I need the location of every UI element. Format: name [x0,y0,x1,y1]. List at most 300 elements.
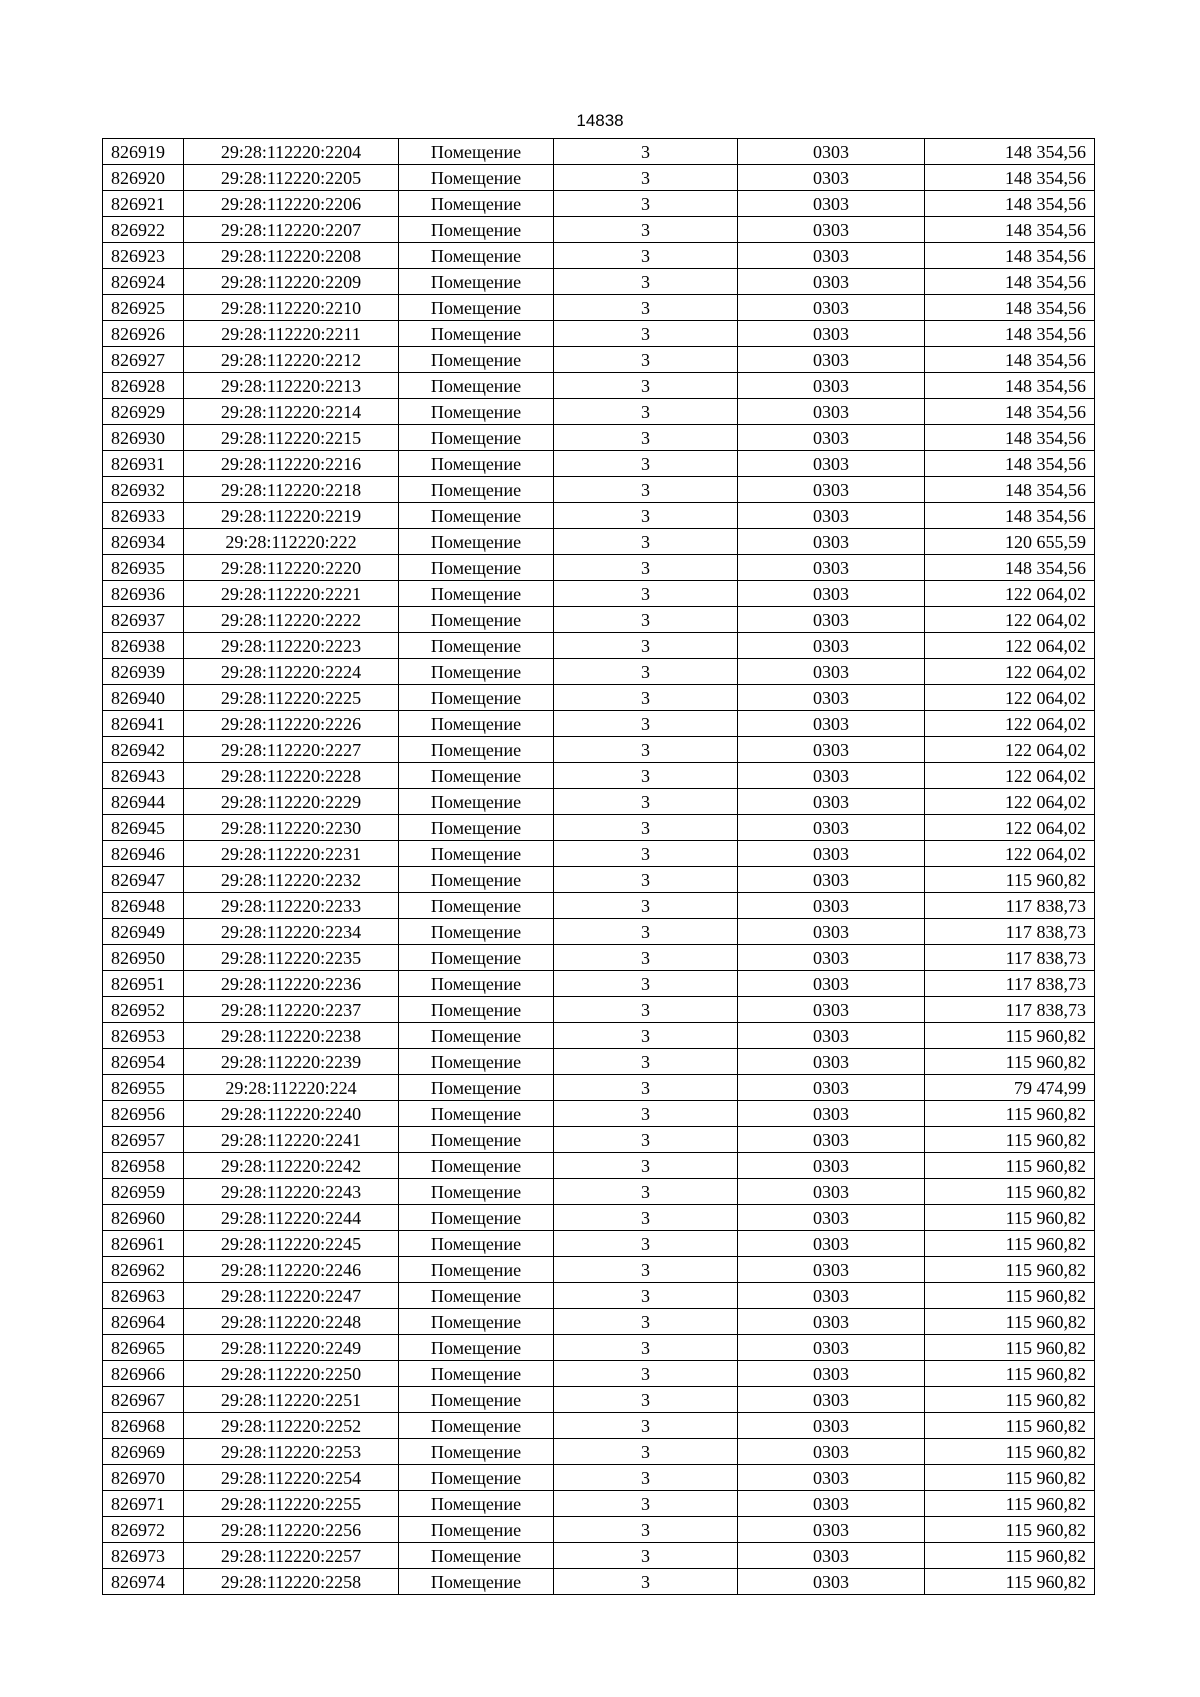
group-number-cell: 3 [554,269,738,295]
group-number-cell: 3 [554,633,738,659]
cadastral-value-cell: 148 354,56 [925,217,1095,243]
code-cell: 0303 [738,425,925,451]
cadastral-number-cell: 29:28:112220:2225 [184,685,399,711]
cadastral-number-cell: 29:28:112220:2236 [184,971,399,997]
cadastral-number-cell: 29:28:112220:2218 [184,477,399,503]
cadastral-value-cell: 115 960,82 [925,1205,1095,1231]
group-number-cell: 3 [554,1517,738,1543]
object-type-cell: Помещение [399,1335,554,1361]
object-type-cell: Помещение [399,841,554,867]
cadastral-value-cell: 122 064,02 [925,633,1095,659]
cadastral-value-cell: 148 354,56 [925,503,1095,529]
group-number-cell: 3 [554,919,738,945]
record-number-cell: 826919 [103,139,184,165]
code-cell: 0303 [738,555,925,581]
object-type-cell: Помещение [399,1257,554,1283]
code-cell: 0303 [738,295,925,321]
group-number-cell: 3 [554,581,738,607]
object-type-cell: Помещение [399,945,554,971]
cadastral-value-cell: 115 960,82 [925,1101,1095,1127]
object-type-cell: Помещение [399,503,554,529]
code-cell: 0303 [738,321,925,347]
object-type-cell: Помещение [399,347,554,373]
object-type-cell: Помещение [399,373,554,399]
group-number-cell: 3 [554,789,738,815]
code-cell: 0303 [738,867,925,893]
cadastral-value-cell: 148 354,56 [925,269,1095,295]
record-number-cell: 826940 [103,685,184,711]
object-type-cell: Помещение [399,1231,554,1257]
table-row [103,399,1095,425]
group-number-cell: 3 [554,1413,738,1439]
cadastral-number-cell: 29:28:112220:2246 [184,1257,399,1283]
table-row [103,1569,1095,1595]
cadastral-number-cell: 29:28:112220:2235 [184,945,399,971]
cadastral-number-cell: 29:28:112220:2223 [184,633,399,659]
code-cell: 0303 [738,1465,925,1491]
record-number-cell: 826923 [103,243,184,269]
table-row [103,1179,1095,1205]
code-cell: 0303 [738,1413,925,1439]
cadastral-value-cell: 115 960,82 [925,1049,1095,1075]
group-number-cell: 3 [554,1491,738,1517]
cadastral-number-cell: 29:28:112220:2241 [184,1127,399,1153]
cadastral-value-cell: 148 354,56 [925,347,1095,373]
group-number-cell: 3 [554,1205,738,1231]
table-row [103,893,1095,919]
object-type-cell: Помещение [399,1465,554,1491]
cadastral-number-cell: 29:28:112220:2205 [184,165,399,191]
cadastral-number-cell: 29:28:112220:2228 [184,763,399,789]
record-number-cell: 826966 [103,1361,184,1387]
cadastral-number-cell: 29:28:112220:224 [184,1075,399,1101]
code-cell: 0303 [738,1361,925,1387]
record-number-cell: 826942 [103,737,184,763]
object-type-cell: Помещение [399,1309,554,1335]
cadastral-number-cell: 29:28:112220:2215 [184,425,399,451]
code-cell: 0303 [738,399,925,425]
table-row [103,139,1095,165]
record-number-cell: 826937 [103,607,184,633]
table-row [103,1361,1095,1387]
record-number-cell: 826958 [103,1153,184,1179]
group-number-cell: 3 [554,1075,738,1101]
cadastral-value-cell: 148 354,56 [925,399,1095,425]
table-row [103,1257,1095,1283]
table-row [103,763,1095,789]
cadastral-number-cell: 29:28:112220:2249 [184,1335,399,1361]
cadastral-value-cell: 122 064,02 [925,711,1095,737]
table-row [103,815,1095,841]
object-type-cell: Помещение [399,399,554,425]
object-type-cell: Помещение [399,243,554,269]
table-row [103,1465,1095,1491]
cadastral-value-cell: 115 960,82 [925,1361,1095,1387]
group-number-cell: 3 [554,1569,738,1595]
table-row [103,841,1095,867]
record-number-cell: 826944 [103,789,184,815]
code-cell: 0303 [738,1101,925,1127]
record-number-cell: 826927 [103,347,184,373]
object-type-cell: Помещение [399,321,554,347]
record-number-cell: 826952 [103,997,184,1023]
record-number-cell: 826936 [103,581,184,607]
code-cell: 0303 [738,737,925,763]
cadastral-value-cell: 122 064,02 [925,841,1095,867]
cadastral-value-cell: 115 960,82 [925,1023,1095,1049]
cadastral-value-cell: 115 960,82 [925,1517,1095,1543]
cadastral-value-cell: 148 354,56 [925,425,1095,451]
cadastral-value-cell: 115 960,82 [925,1491,1095,1517]
cadastral-number-cell: 29:28:112220:2208 [184,243,399,269]
code-cell: 0303 [738,919,925,945]
cadastral-number-cell: 29:28:112220:2238 [184,1023,399,1049]
cadastral-value-cell: 115 960,82 [925,1283,1095,1309]
code-cell: 0303 [738,347,925,373]
group-number-cell: 3 [554,607,738,633]
record-number-cell: 826955 [103,1075,184,1101]
cadastral-number-cell: 29:28:112220:2251 [184,1387,399,1413]
record-number-cell: 826969 [103,1439,184,1465]
cadastral-number-cell: 29:28:112220:2256 [184,1517,399,1543]
record-number-cell: 826968 [103,1413,184,1439]
record-number-cell: 826964 [103,1309,184,1335]
table-row [103,1101,1095,1127]
object-type-cell: Помещение [399,633,554,659]
cadastral-number-cell: 29:28:112220:2224 [184,659,399,685]
cadastral-value-cell: 117 838,73 [925,919,1095,945]
group-number-cell: 3 [554,815,738,841]
group-number-cell: 3 [554,451,738,477]
record-number-cell: 826949 [103,919,184,945]
table-row [103,997,1095,1023]
record-number-cell: 826932 [103,477,184,503]
cadastral-number-cell: 29:28:112220:2250 [184,1361,399,1387]
code-cell: 0303 [738,607,925,633]
cadastral-value-cell: 115 960,82 [925,1335,1095,1361]
table-row [103,1153,1095,1179]
table-row [103,373,1095,399]
cadastral-value-cell: 115 960,82 [925,1387,1095,1413]
table-row [103,1283,1095,1309]
code-cell: 0303 [738,711,925,737]
table-row [103,1413,1095,1439]
code-cell: 0303 [738,1543,925,1569]
code-cell: 0303 [738,1127,925,1153]
table-row [103,477,1095,503]
cadastral-value-cell: 122 064,02 [925,737,1095,763]
table-row [103,191,1095,217]
table-row [103,295,1095,321]
record-number-cell: 826967 [103,1387,184,1413]
object-type-cell: Помещение [399,1075,554,1101]
table-row [103,1387,1095,1413]
cadastral-number-cell: 29:28:112220:2242 [184,1153,399,1179]
record-number-cell: 826929 [103,399,184,425]
cadastral-number-cell: 29:28:112220:2234 [184,919,399,945]
record-number-cell: 826971 [103,1491,184,1517]
cadastral-number-cell: 29:28:112220:2207 [184,217,399,243]
cadastral-value-cell: 115 960,82 [925,867,1095,893]
object-type-cell: Помещение [399,1283,554,1309]
table-row [103,555,1095,581]
record-number-cell: 826962 [103,1257,184,1283]
cadastral-value-cell: 122 064,02 [925,789,1095,815]
table-row [103,1439,1095,1465]
code-cell: 0303 [738,373,925,399]
cadastral-number-cell: 29:28:112220:222 [184,529,399,555]
table-row [103,165,1095,191]
code-cell: 0303 [738,165,925,191]
group-number-cell: 3 [554,503,738,529]
cadastral-number-cell: 29:28:112220:2204 [184,139,399,165]
record-number-cell: 826957 [103,1127,184,1153]
cadastral-value-cell: 148 354,56 [925,477,1095,503]
object-type-cell: Помещение [399,971,554,997]
record-number-cell: 826926 [103,321,184,347]
table-row [103,243,1095,269]
code-cell: 0303 [738,269,925,295]
table-row [103,529,1095,555]
cadastral-value-cell: 117 838,73 [925,997,1095,1023]
group-number-cell: 3 [554,841,738,867]
group-number-cell: 3 [554,1361,738,1387]
cadastral-value-cell: 148 354,56 [925,555,1095,581]
code-cell: 0303 [738,815,925,841]
table-row [103,659,1095,685]
cadastral-number-cell: 29:28:112220:2243 [184,1179,399,1205]
cadastral-value-cell: 148 354,56 [925,191,1095,217]
code-cell: 0303 [738,1283,925,1309]
record-number-cell: 826974 [103,1569,184,1595]
cadastral-value-cell: 148 354,56 [925,295,1095,321]
table-row [103,425,1095,451]
cadastral-value-cell: 148 354,56 [925,139,1095,165]
cadastral-value-cell: 148 354,56 [925,243,1095,269]
record-number-cell: 826925 [103,295,184,321]
cadastral-number-cell: 29:28:112220:2258 [184,1569,399,1595]
code-cell: 0303 [738,581,925,607]
record-number-cell: 826945 [103,815,184,841]
cadastral-number-cell: 29:28:112220:2227 [184,737,399,763]
group-number-cell: 3 [554,1179,738,1205]
cadastral-value-cell: 120 655,59 [925,529,1095,555]
group-number-cell: 3 [554,425,738,451]
record-number-cell: 826928 [103,373,184,399]
record-number-cell: 826948 [103,893,184,919]
group-number-cell: 3 [554,1101,738,1127]
group-number-cell: 3 [554,1231,738,1257]
object-type-cell: Помещение [399,529,554,555]
cadastral-number-cell: 29:28:112220:2232 [184,867,399,893]
cadastral-number-cell: 29:28:112220:2210 [184,295,399,321]
code-cell: 0303 [738,945,925,971]
code-cell: 0303 [738,1153,925,1179]
cadastral-number-cell: 29:28:112220:2216 [184,451,399,477]
record-number-cell: 826943 [103,763,184,789]
cadastral-value-cell: 115 960,82 [925,1231,1095,1257]
code-cell: 0303 [738,1309,925,1335]
group-number-cell: 3 [554,893,738,919]
table-row [103,269,1095,295]
group-number-cell: 3 [554,867,738,893]
cadastral-value-cell: 115 960,82 [925,1569,1095,1595]
table-row [103,711,1095,737]
group-number-cell: 3 [554,1283,738,1309]
group-number-cell: 3 [554,295,738,321]
table-row [103,1335,1095,1361]
table-row [103,685,1095,711]
record-number-cell: 826931 [103,451,184,477]
group-number-cell: 3 [554,321,738,347]
code-cell: 0303 [738,477,925,503]
object-type-cell: Помещение [399,1179,554,1205]
cadastral-number-cell: 29:28:112220:2245 [184,1231,399,1257]
cadastral-value-cell: 79 474,99 [925,1075,1095,1101]
group-number-cell: 3 [554,1543,738,1569]
cadastral-value-cell: 115 960,82 [925,1257,1095,1283]
code-cell: 0303 [738,997,925,1023]
object-type-cell: Помещение [399,763,554,789]
table-row [103,1543,1095,1569]
record-number-cell: 826924 [103,269,184,295]
group-number-cell: 3 [554,737,738,763]
cadastral-value-cell: 122 064,02 [925,659,1095,685]
object-type-cell: Помещение [399,581,554,607]
cadastral-number-cell: 29:28:112220:2240 [184,1101,399,1127]
code-cell: 0303 [738,1049,925,1075]
code-cell: 0303 [738,1257,925,1283]
cadastral-number-cell: 29:28:112220:2237 [184,997,399,1023]
table-row [103,1075,1095,1101]
cadastral-number-cell: 29:28:112220:2219 [184,503,399,529]
object-type-cell: Помещение [399,295,554,321]
code-cell: 0303 [738,685,925,711]
record-number-cell: 826963 [103,1283,184,1309]
record-number-cell: 826950 [103,945,184,971]
registry-body [103,139,1095,1595]
cadastral-number-cell: 29:28:112220:2220 [184,555,399,581]
object-type-cell: Помещение [399,789,554,815]
cadastral-number-cell: 29:28:112220:2257 [184,1543,399,1569]
code-cell: 0303 [738,191,925,217]
table-row [103,971,1095,997]
code-cell: 0303 [738,841,925,867]
record-number-cell: 826920 [103,165,184,191]
group-number-cell: 3 [554,139,738,165]
group-number-cell: 3 [554,243,738,269]
cadastral-value-cell: 122 064,02 [925,581,1095,607]
object-type-cell: Помещение [399,1543,554,1569]
object-type-cell: Помещение [399,165,554,191]
record-number-cell: 826933 [103,503,184,529]
object-type-cell: Помещение [399,1023,554,1049]
object-type-cell: Помещение [399,1387,554,1413]
record-number-cell: 826930 [103,425,184,451]
code-cell: 0303 [738,1569,925,1595]
cadastral-number-cell: 29:28:112220:2213 [184,373,399,399]
group-number-cell: 3 [554,685,738,711]
cadastral-value-cell: 122 064,02 [925,607,1095,633]
code-cell: 0303 [738,1335,925,1361]
cadastral-number-cell: 29:28:112220:2239 [184,1049,399,1075]
group-number-cell: 3 [554,399,738,425]
cadastral-number-cell: 29:28:112220:2212 [184,347,399,373]
table-row [103,1309,1095,1335]
cadastral-value-cell: 117 838,73 [925,971,1095,997]
cadastral-value-cell: 115 960,82 [925,1543,1095,1569]
cadastral-value-cell: 122 064,02 [925,763,1095,789]
table-row [103,919,1095,945]
cadastral-number-cell: 29:28:112220:2222 [184,607,399,633]
record-number-cell: 826956 [103,1101,184,1127]
cadastral-number-cell: 29:28:112220:2221 [184,581,399,607]
group-number-cell: 3 [554,1049,738,1075]
record-number-cell: 826947 [103,867,184,893]
table-row [103,789,1095,815]
cadastral-number-cell: 29:28:112220:2252 [184,1413,399,1439]
object-type-cell: Помещение [399,867,554,893]
object-type-cell: Помещение [399,1153,554,1179]
record-number-cell: 826973 [103,1543,184,1569]
cadastral-number-cell: 29:28:112220:2226 [184,711,399,737]
table-row [103,347,1095,373]
record-number-cell: 826972 [103,1517,184,1543]
code-cell: 0303 [738,139,925,165]
code-cell: 0303 [738,633,925,659]
cadastral-number-cell: 29:28:112220:2244 [184,1205,399,1231]
cadastral-number-cell: 29:28:112220:2214 [184,399,399,425]
code-cell: 0303 [738,243,925,269]
cadastral-value-cell: 115 960,82 [925,1153,1095,1179]
group-number-cell: 3 [554,997,738,1023]
table-row [103,1491,1095,1517]
code-cell: 0303 [738,1439,925,1465]
cadastral-number-cell: 29:28:112220:2255 [184,1491,399,1517]
table-row [103,1049,1095,1075]
record-number-cell: 826970 [103,1465,184,1491]
record-number-cell: 826946 [103,841,184,867]
cadastral-number-cell: 29:28:112220:2247 [184,1283,399,1309]
object-type-cell: Помещение [399,191,554,217]
registry-table [102,138,1095,1595]
code-cell: 0303 [738,893,925,919]
cadastral-number-cell: 29:28:112220:2254 [184,1465,399,1491]
group-number-cell: 3 [554,711,738,737]
code-cell: 0303 [738,659,925,685]
code-cell: 0303 [738,1205,925,1231]
cadastral-value-cell: 115 960,82 [925,1439,1095,1465]
table-row [103,607,1095,633]
record-number-cell: 826961 [103,1231,184,1257]
object-type-cell: Помещение [399,997,554,1023]
cadastral-number-cell: 29:28:112220:2248 [184,1309,399,1335]
code-cell: 0303 [738,529,925,555]
group-number-cell: 3 [554,1309,738,1335]
object-type-cell: Помещение [399,659,554,685]
object-type-cell: Помещение [399,1491,554,1517]
group-number-cell: 3 [554,477,738,503]
object-type-cell: Помещение [399,815,554,841]
object-type-cell: Помещение [399,1439,554,1465]
group-number-cell: 3 [554,1153,738,1179]
cadastral-value-cell: 148 354,56 [925,373,1095,399]
object-type-cell: Помещение [399,1413,554,1439]
object-type-cell: Помещение [399,1361,554,1387]
code-cell: 0303 [738,763,925,789]
cadastral-value-cell: 117 838,73 [925,945,1095,971]
group-number-cell: 3 [554,165,738,191]
